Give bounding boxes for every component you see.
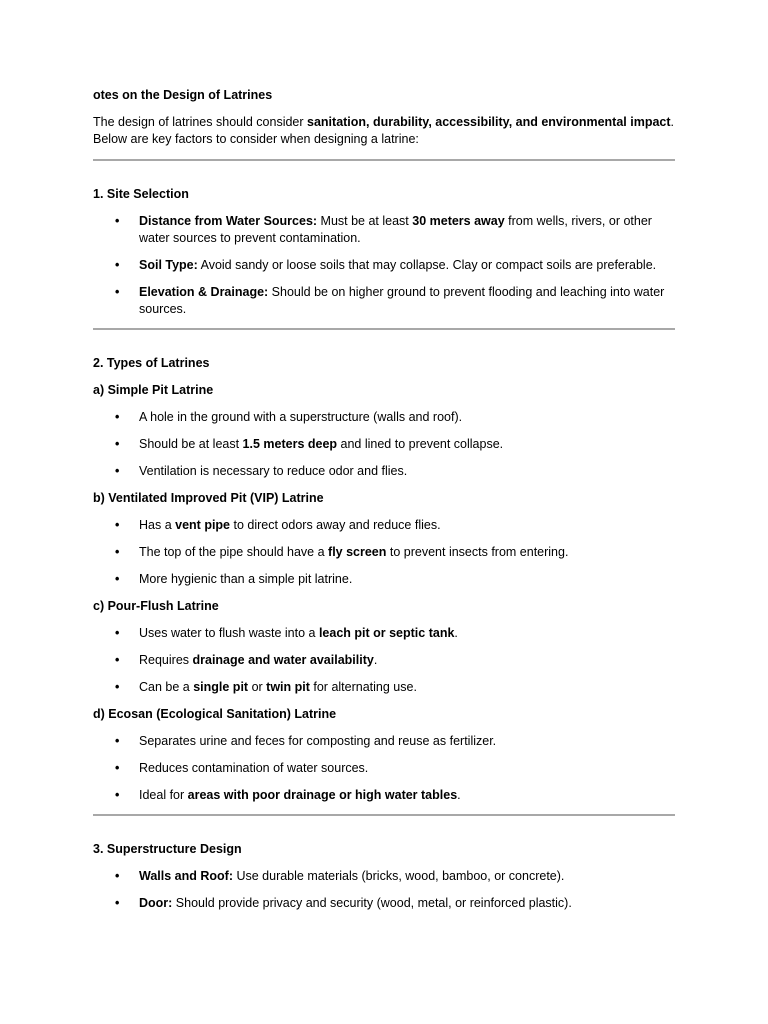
item-text: to prevent insects from entering. — [386, 545, 569, 559]
bullet-icon: • — [115, 869, 120, 883]
list-item — [93, 436, 675, 453]
simple-pit-list — [93, 409, 675, 480]
bullet-icon: • — [115, 896, 120, 910]
subsection-title-ecosan: d) Ecosan (Ecological Sanitation) Latrine — [93, 707, 337, 721]
bullet-icon: • — [115, 437, 120, 451]
intro-paragraph — [93, 114, 675, 148]
item-text: More hygienic than a simple pit latrine. — [139, 572, 353, 586]
item-text: A hole in the ground with a superstructure (walls and roof). — [139, 410, 463, 424]
item-text: for alternating use. — [309, 680, 417, 694]
item-text: . — [454, 626, 458, 640]
pour-flush-list — [93, 625, 675, 696]
item-text: and lined to prevent collapse. — [337, 437, 504, 451]
section-divider — [93, 814, 675, 816]
item-text: Has a — [139, 518, 176, 532]
list-item — [93, 787, 675, 804]
bullet-icon: • — [115, 285, 120, 299]
list-item — [93, 544, 675, 561]
section-title-site-selection: 1. Site Selection — [93, 187, 189, 201]
vip-list — [93, 517, 675, 588]
bullet-icon: • — [115, 572, 120, 586]
item-text: Ventilation is necessary to reduce odor and flies. — [139, 464, 408, 478]
bullet-icon: • — [115, 680, 120, 694]
item-text: Should provide privacy and security (wood, metal, or reinforced plastic). — [172, 896, 572, 910]
section-title-superstructure: 3. Superstructure Design — [93, 842, 242, 856]
list-item — [93, 463, 675, 480]
bullet-icon: • — [115, 214, 120, 228]
item-text: Separates urine and feces for composting and reuse as fertilizer. — [139, 734, 497, 748]
item-bold: Elevation & Drainage: — [139, 285, 269, 299]
subsection-title-pour-flush: c) Pour-Flush Latrine — [93, 599, 219, 613]
item-text: Should be at least — [139, 437, 243, 451]
list-item — [93, 868, 675, 885]
intro-bold: sanitation, durability, accessibility, and environmental impact — [307, 115, 671, 129]
item-text: Requires — [139, 653, 193, 667]
section-divider — [93, 159, 675, 161]
item-bold: 1.5 meters deep — [242, 437, 338, 451]
list-item — [93, 760, 675, 777]
bullet-icon: • — [115, 653, 120, 667]
item-bold: Door: — [139, 896, 173, 910]
item-text: Must be at least — [317, 214, 413, 228]
item-text: Should be on higher ground to prevent flooding and leaching into water sources. — [139, 285, 665, 316]
item-bold: areas with poor drainage or high water tables — [187, 788, 458, 802]
document-page — [93, 87, 675, 922]
section-divider — [93, 328, 675, 330]
item-text: Avoid sandy or loose soils that may collapse. Clay or compact soils are preferable. — [197, 258, 657, 272]
bullet-icon: • — [115, 545, 120, 559]
item-bold: Distance from Water Sources: — [139, 214, 318, 228]
list-item — [93, 517, 675, 534]
list-item — [93, 625, 675, 642]
list-item — [93, 409, 675, 426]
list-item — [93, 213, 675, 247]
item-text: from wells, rivers, or other water sources to prevent contamination. — [139, 214, 652, 245]
section-title-types: 2. Types of Latrines — [93, 356, 210, 370]
item-bold: 30 meters away — [412, 214, 505, 228]
item-text: or — [248, 680, 267, 694]
list-item — [93, 257, 675, 274]
item-bold: twin pit — [266, 680, 310, 694]
site-selection-list — [93, 213, 675, 318]
bullet-icon: • — [115, 258, 120, 272]
list-item — [93, 733, 675, 750]
document-title: otes on the Design of Latrines — [93, 88, 273, 102]
item-text: Use durable materials (bricks, wood, bamboo, or concrete). — [232, 869, 565, 883]
ecosan-list — [93, 733, 675, 804]
item-bold: Soil Type: — [139, 258, 198, 272]
subsection-title-simple-pit: a) Simple Pit Latrine — [93, 383, 214, 397]
list-item — [93, 652, 675, 669]
bullet-icon: • — [115, 761, 120, 775]
item-text: Reduces contamination of water sources. — [139, 761, 369, 775]
item-text: to direct odors away and reduce flies. — [230, 518, 441, 532]
subsection-title-vip: b) Ventilated Improved Pit (VIP) Latrine — [93, 491, 324, 505]
list-item — [93, 679, 675, 696]
item-bold: drainage and water availability — [192, 653, 374, 667]
item-text: . — [457, 788, 461, 802]
item-text: Can be a — [139, 680, 194, 694]
item-text: Uses water to flush waste into a — [139, 626, 319, 640]
bullet-icon: • — [115, 464, 120, 478]
item-bold: Walls and Roof: — [139, 869, 233, 883]
item-text: Ideal for — [139, 788, 188, 802]
intro-text: . Below are key factors to consider when designing a latrine: — [93, 115, 675, 146]
bullet-icon: • — [115, 734, 120, 748]
bullet-icon: • — [115, 410, 120, 424]
item-bold: fly screen — [328, 545, 387, 559]
item-text: . — [373, 653, 378, 667]
item-bold: single pit — [193, 680, 249, 694]
item-bold: leach pit or septic tank — [318, 626, 455, 640]
bullet-icon: • — [115, 788, 120, 802]
superstructure-list — [93, 868, 675, 912]
item-text: The top of the pipe should have a — [139, 545, 329, 559]
bullet-icon: • — [115, 626, 120, 640]
item-bold: vent pipe — [175, 518, 231, 532]
intro-text: The design of latrines should consider — [93, 115, 308, 129]
list-item — [93, 284, 675, 318]
bullet-icon: • — [115, 518, 120, 532]
list-item — [93, 571, 675, 588]
list-item — [93, 895, 675, 912]
